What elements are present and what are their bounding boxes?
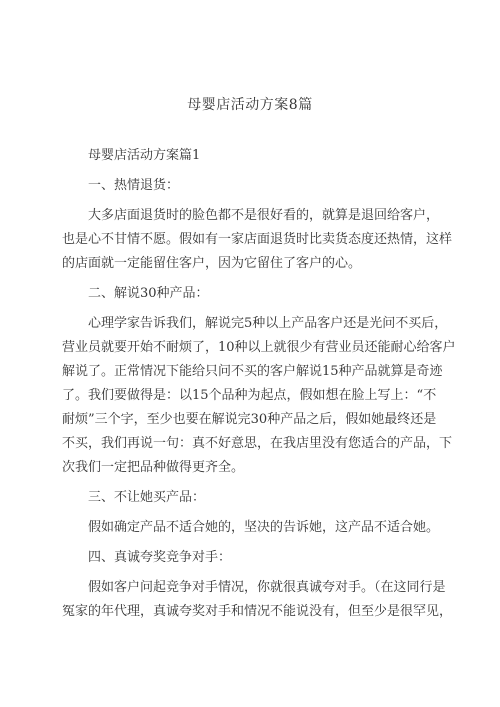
section-heading: 母婴店活动方案篇1 [88, 148, 201, 163]
paragraph-line: 大多店面退货时的脸色都不是很好看的，就算是退回给客户， [88, 208, 440, 223]
paragraph-line: 也是心不甘情不愿。假如有一家店面退货时比卖货态度还热情，这样 [62, 232, 453, 247]
paragraph-line: 冤家的年代理，真诚夸奖对手和情况不能说没有，但至少是很罕见， [62, 604, 453, 619]
section-heading: 一、热情退货： [88, 178, 180, 193]
paragraph-line: 不买，我们再说一句：真不好意思，在我店里没有您适合的产品，下 [62, 436, 453, 451]
paragraph-line: 心理学家告诉我们，解说完5种以上产品客户还是光问不买后， [88, 316, 448, 331]
paragraph-line: 假如客户问起竞争对手情况，你就很真诚夸对手。（在这同行是 [88, 580, 446, 595]
paragraph-line: 的店面就一定能留住客户，因为它留住了客户的心。 [62, 256, 362, 271]
paragraph-line: 营业员就要开始不耐烦了，10种以上就很少有营业员还能耐心给客户 [62, 340, 456, 355]
section-heading: 四、真诚夸奖竞争对手： [88, 550, 232, 565]
paragraph-line: 了。我们要做得是：以15个品种为起点，假如想在脸上写上：“不 [62, 388, 437, 403]
document-title: 母婴店活动方案8篇 [187, 97, 313, 113]
paragraph-line: 解说了。正常情况下能给只问不买的客户解说15种产品就算是奇迹 [62, 364, 443, 379]
section-heading: 二、解说30种产品： [88, 286, 209, 301]
paragraph-line: 次我们一定把品种做得更齐全。 [62, 460, 245, 475]
paragraph-line: 耐烦”三个字，至少也要在解说完30种产品之后，假如她最终还是 [62, 412, 437, 427]
paragraph-line: 假如确定产品不适合她的，坚决的告诉她，这产品不适合她。 [88, 520, 440, 535]
section-heading: 三、不让她买产品： [88, 490, 206, 505]
